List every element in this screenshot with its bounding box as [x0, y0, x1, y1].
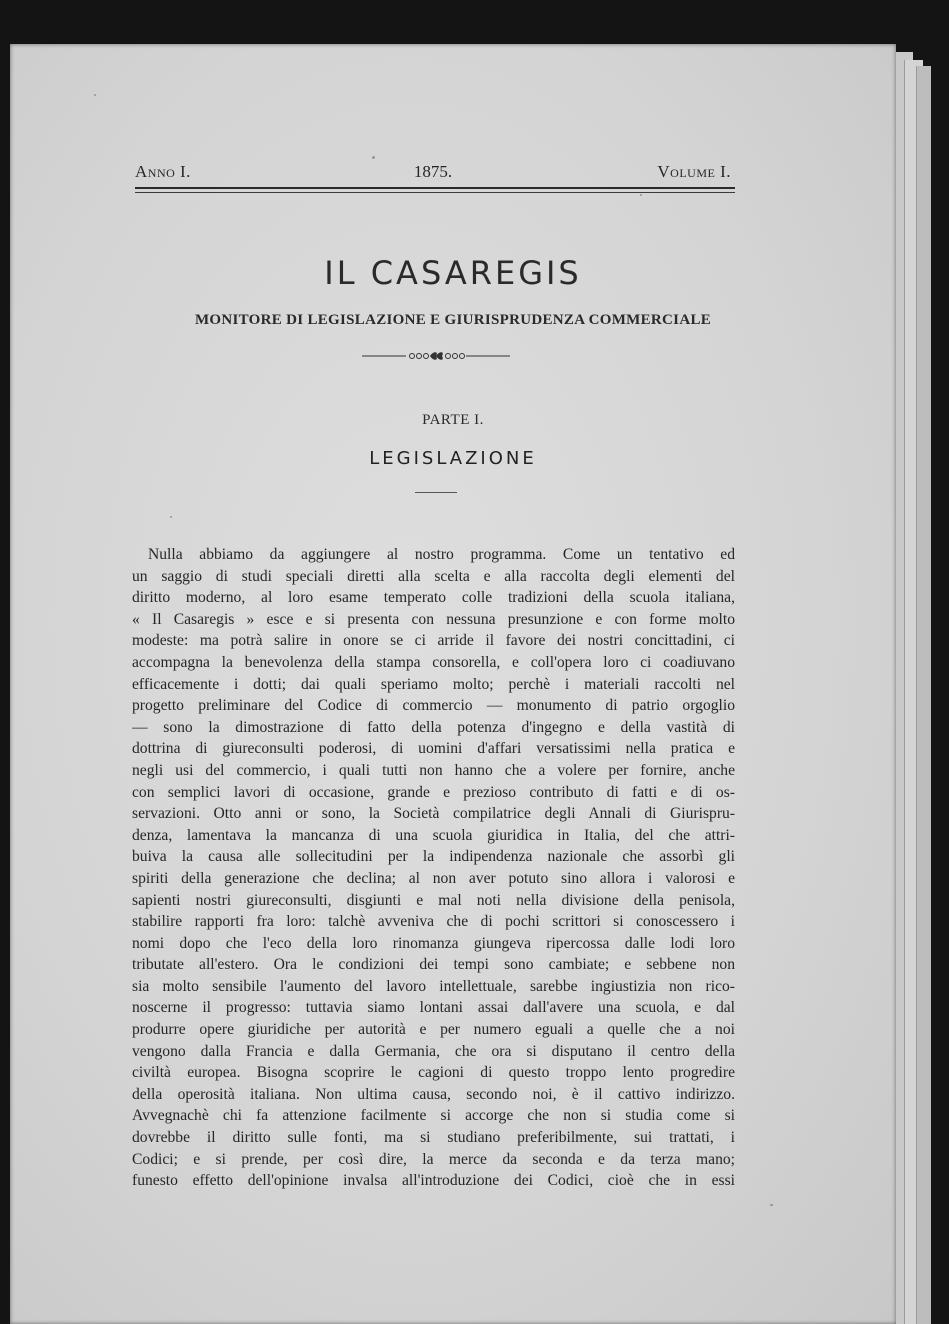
text-line: modeste: ma potrà salire in onore se ci arride il favore dei nostri concittadini, ci: [132, 632, 735, 650]
body-text: [132, 544, 735, 1192]
page-edge: [916, 66, 931, 1324]
masthead-title: IL CASAREGIS: [324, 254, 582, 292]
text-line: noscerne il progresso: tuttavia siamo lontani assai dall'avere una scuola, e dal: [132, 999, 735, 1017]
text-line: nomi dopo che l'eco della loro rinomanza giungeva ripercossa dalle lodi loro: [132, 934, 735, 952]
text-line: produrre opere giuridiche per autorità e per numero eguali a quelle che a noi: [132, 1021, 735, 1039]
text-line: — sono la dimostrazione di fatto della potenza d'ingegno e della vastità di: [132, 718, 735, 736]
running-head-year-number: Anno I.: [135, 162, 191, 181]
text-line: accompagna la benevolenza della stampa consorella, e coll'opera loro ci coadiuvano: [132, 653, 735, 671]
scan-speck: [372, 156, 375, 159]
text-line: servazioni. Otto anni or sono, la Società compilatrice degli Annali di Giurispru-: [132, 805, 735, 823]
text-line: un saggio di studi speciali diretti alla scelta e alla raccolta degli elementi del: [132, 567, 735, 585]
text-line: « Il Casaregis » esce e si presenta con nessuna presunzione e con forme molto: [132, 610, 735, 628]
text-line: efficacemente i dotti; dai quali speriamo molto; perchè i materiali raccolti nel: [132, 675, 735, 693]
text-line: sia molto sensibile l'aumento del lavoro intellettuale, sarebbe ingiustizia non rico-: [132, 977, 735, 995]
running-head: [135, 162, 731, 184]
text-line: vengono dalla Francia e dalla Germania, che ora si disputano il centro della: [132, 1042, 735, 1060]
header-rule: [135, 187, 735, 189]
part-label: PARTE I.: [422, 412, 484, 428]
text-line: stabilire rapporti fra loro: talchè avveniva che di pochi scrittori si conoscessero i: [132, 913, 735, 931]
text-line: tributate all'estero. Ora le condizioni dei tempi sono cambiate; e sebbene non: [132, 956, 735, 974]
text-line: Nulla abbiamo da aggiungere al nostro programma. Come un tentativo ed: [148, 546, 735, 563]
text-line: progetto preliminare del Codice di commercio — monumento di patrio orgoglio: [132, 697, 735, 715]
section-title: LEGISLAZIONE: [369, 448, 537, 469]
masthead-subtitle: MONITORE DI LEGISLAZIONE E GIURISPRUDENZA COMMERCIALE: [194, 312, 712, 328]
ornament-divider-icon: [362, 350, 510, 362]
scan-speck: [94, 94, 96, 96]
text-line: con semplici lavori di occasione, grande e prezioso contributo di fatti e di os-: [132, 783, 735, 801]
text-line: diritto moderno, al loro esame temperato colle tradizioni della scuola italiana,: [132, 589, 735, 607]
scan-speck: [170, 516, 172, 518]
scan-speck: [770, 1204, 773, 1206]
text-line: negli usi del commercio, i quali tutti non hanno che a volere per fornire, anche: [132, 761, 735, 779]
text-line: Codici; e si prende, per così dire, la merce da seconda e da terza mano;: [132, 1150, 735, 1168]
text-line: spiriti della generazione che declina; al non aver potuto sino allora i valorosi e: [132, 869, 735, 887]
text-line: Avvegnachè chi fa attenzione facilmente si accorge che non si studia come si: [132, 1107, 735, 1125]
text-line: funesto effetto dell'opinione invalsa all'introduzione dei Codici, cioè che in essi: [132, 1172, 735, 1190]
text-line: civiltà europea. Bisogna scoprire le cagioni di questo troppo lento progredire: [132, 1064, 735, 1082]
text-line: buiva la causa alle sollecitudini per la indipendenza nazionale che assorbì gli: [132, 848, 735, 866]
text-line: dottrina di giureconsulti poderosi, di uomini d'affari versatissimi nella pratica e: [132, 740, 735, 758]
running-head-date: 1875.: [413, 162, 453, 181]
text-line: dovrebbe il diritto sulle fonti, ma si studiano preferibilmente, sui trattati, i: [132, 1129, 735, 1147]
text-line: denza, lamentava la mancanza di una scuola giuridica in Italia, del che attri-: [132, 826, 735, 844]
section-rule: [415, 492, 457, 493]
scan-speck: [640, 194, 642, 196]
header-rule-thin: [135, 192, 735, 193]
running-head-volume: Volume I.: [657, 162, 731, 181]
text-line: sapienti nostri giureconsulti, disgiunti e mal noti nella divisione della penisola,: [132, 891, 735, 909]
text-line: della operosità italiana. Non ultima causa, secondo noi, è il cattivo indirizzo.: [132, 1085, 735, 1103]
document-page: [10, 44, 896, 1324]
